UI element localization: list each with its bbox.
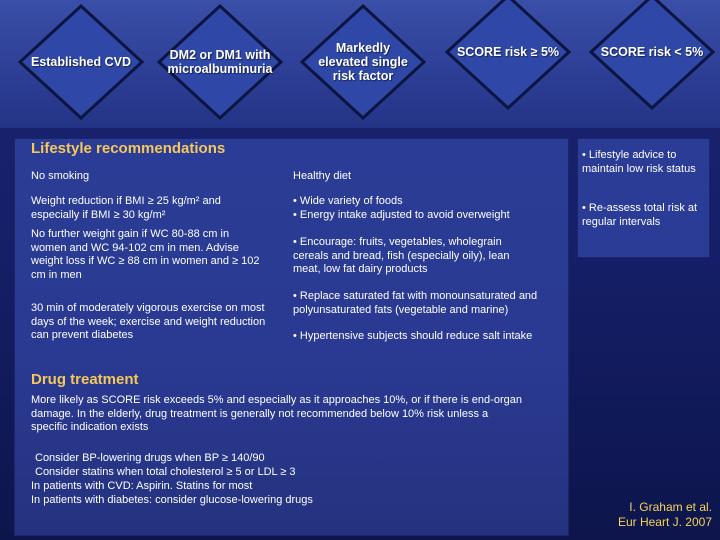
low-risk-reassess: • Re-assess total risk at regular intervals [582,202,698,228]
exercise-text: 30 min of moderately vigorous exercise on most days of the week; exercise and weight reduction can prevent diabetes [31,302,266,341]
category-label: DM2 or DM1 with microalbuminuria [167,48,273,76]
category-diamond-score-high [443,0,573,112]
category-label: Markedly elevated single risk factor [318,41,408,83]
diet-item: • Replace saturated fat with monounsaturated and polyunsaturated fats (vegetable and marine) [293,290,538,316]
category-label: SCORE risk ≥ 5% [456,45,560,59]
citation [618,500,712,530]
drug-item: Consider statins when total cholesterol ≥ 5 or LDL ≥ 3 [35,466,296,478]
diet-item: • Hypertensive subjects should reduce salt intake [293,330,533,342]
diet-item: • Encourage: fruits, vegetables, wholegrain cereals and bread, fish (especially oily), lean meat, low fat dairy products [293,236,510,275]
drug-treatment-heading: Drug treatment [31,371,139,388]
citation-authors: I. Graham et al. [629,500,712,514]
drug-treatment-intro: More likely as SCORE risk exceeds 5% and especially as it approaches 10%, or if there is end-organ damage. In the elderly, drug treatment is generally not recommended below 10% risk unless a specific indication exists [31,394,522,433]
drug-item: In patients with diabetes: consider glucose-lowering drugs [31,494,313,506]
category-label: Established CVD [30,55,132,69]
category-diamond-established-cvd [16,2,146,122]
diet-item: • Wide variety of foods [293,195,403,207]
weight-reduction-text: Weight reduction if BMI ≥ 25 kg/m² and especially if BMI ≥ 30 kg/m² [31,195,221,221]
category-label: SCORE risk < 5% [600,45,704,59]
no-smoking-text: No smoking [31,170,90,182]
drug-item: Consider BP-lowering drugs when BP ≥ 140/90 [35,452,265,464]
citation-journal: Eur Heart J. 2007 [617,515,712,529]
low-risk-advice: • Lifestyle advice to maintain low risk status [582,149,696,175]
category-diamond-diabetes [155,2,285,122]
lifestyle-heading: Lifestyle recommendations [31,140,226,157]
diet-item: • Energy intake adjusted to avoid overweight [293,209,510,221]
category-diamond-score-low [587,0,717,112]
weight-gain-text: No further weight gain if WC 80-88 cm in women and WC 94-102 cm in men. Advise weight loss if WC ≥ 88 cm in women and ≥ 102 cm in men [31,228,260,281]
healthy-diet-heading: Healthy diet [293,170,352,182]
drug-item: In patients with CVD: Aspirin. Statins for most [31,480,253,492]
category-diamond-risk-factor [298,2,428,122]
